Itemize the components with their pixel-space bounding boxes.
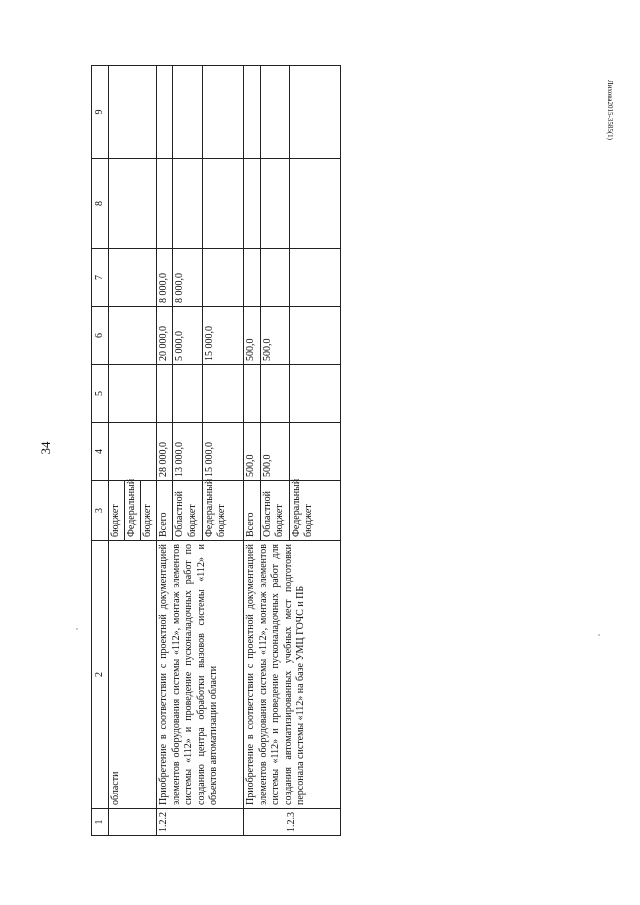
cell-value — [289, 307, 340, 365]
cell-source: Областной бюджет — [260, 481, 289, 541]
table-row-continued — [108, 66, 124, 836]
col-num: 8 — [92, 159, 109, 249]
col-num: 1 — [92, 809, 109, 836]
cell-value — [173, 365, 202, 423]
cell-empty — [108, 809, 157, 836]
cell-value — [202, 249, 244, 307]
cell-value — [157, 66, 173, 159]
cell-value: 13 000,0 — [173, 423, 202, 481]
cell-value — [157, 365, 173, 423]
cell-source: Всего — [244, 481, 260, 541]
cell-value — [108, 249, 157, 307]
cell-desc: Приобретение в соответствии с проектной документацией элементов оборудования системы «112», монтаж элементов системы «112» и проведение пусконаладочных работ для создания автоматизированных учебных мест подготовки персонала системы «112» на базе УМЦ ГОЧС и ПБ — [244, 541, 341, 809]
row-number: 1.2.3 — [244, 809, 341, 836]
cell-value: 500,0 — [260, 307, 289, 365]
cell-value — [260, 365, 289, 423]
col-num: 3 — [92, 481, 109, 541]
row-number: 1.2.2 — [157, 809, 244, 836]
cell-value — [244, 249, 260, 307]
cell-value: 28 000,0 — [157, 423, 173, 481]
col-num: 4 — [92, 423, 109, 481]
cell-value — [173, 66, 202, 159]
cell-value — [289, 365, 340, 423]
cell-value: 8 000,0 — [157, 249, 173, 307]
cell-value — [108, 423, 157, 481]
page-number: 34 — [38, 441, 53, 455]
cell-value — [244, 66, 260, 159]
cell-source: Областной бюджет — [173, 481, 202, 541]
cell-value — [202, 159, 244, 249]
cell-value — [202, 66, 244, 159]
cell-value — [108, 365, 157, 423]
budget-table — [91, 65, 341, 836]
col-num: 5 — [92, 365, 109, 423]
cell-source: Федеральный бюджет — [202, 481, 244, 541]
cell-value — [260, 249, 289, 307]
cell-value — [244, 365, 260, 423]
col-num: 2 — [92, 541, 109, 809]
cell-desc: Приобретение в соответствии с проектной документацией элементов оборудования системы «112», монтаж элементов системы «112» и проведение пусконаладочных работ по созданию центра обработки вызовов системы «112» и объектов автоматизации области — [157, 541, 244, 809]
cell-value — [260, 159, 289, 249]
scan-speck — [598, 634, 600, 636]
cell-value: 500,0 — [244, 423, 260, 481]
cell-value — [173, 159, 202, 249]
cell-value: 8 000,0 — [173, 249, 202, 307]
cell-value: 5 000,0 — [173, 307, 202, 365]
col-num: 6 — [92, 307, 109, 365]
column-number-row — [92, 66, 109, 836]
cell-value — [260, 66, 289, 159]
cell-value — [244, 159, 260, 249]
cell-value — [157, 159, 173, 249]
col-num: 9 — [92, 66, 109, 159]
cell-value: 20 000,0 — [157, 307, 173, 365]
cell-value — [289, 249, 340, 307]
cell-source: Федеральный — [124, 481, 140, 541]
cell-value — [108, 159, 157, 249]
cell-value — [108, 66, 157, 159]
cell-value: 15 000,0 — [202, 423, 244, 481]
cell-source: бюджет — [108, 481, 124, 541]
cell-value — [289, 66, 340, 159]
document-code: Лихова2015-3585(1) — [606, 79, 614, 141]
cell-value — [289, 159, 340, 249]
cell-value — [289, 423, 340, 481]
cell-value — [108, 307, 157, 365]
cell-source: Всего — [157, 481, 173, 541]
cell-value: 15 000,0 — [202, 307, 244, 365]
budget-table-rotated — [91, 66, 341, 836]
table-row — [244, 66, 260, 836]
cell-source: Федеральный бюджет — [289, 481, 340, 541]
cell-desc: области — [108, 541, 157, 809]
col-num: 7 — [92, 249, 109, 307]
table-row — [157, 66, 173, 836]
cell-value: 500,0 — [244, 307, 260, 365]
scan-speck — [76, 628, 78, 630]
cell-source: бюджет — [141, 481, 157, 541]
cell-value: 500,0 — [260, 423, 289, 481]
cell-value — [202, 365, 244, 423]
